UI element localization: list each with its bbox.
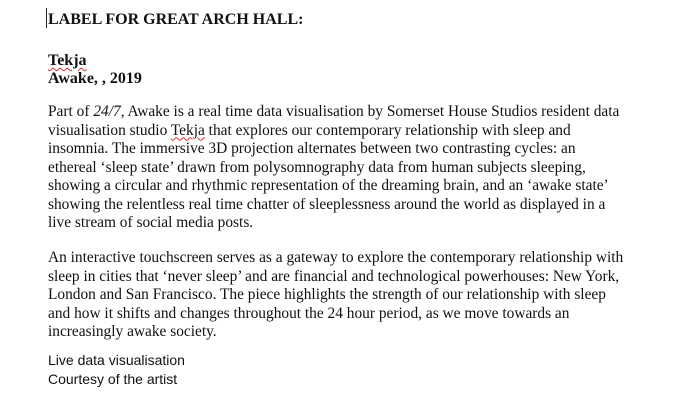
- label-heading: LABEL FOR GREAT ARCH HALL:: [48, 11, 304, 28]
- paragraph-line: [48, 249, 688, 268]
- text-segment: live stream of social media posts.: [48, 214, 254, 231]
- text-segment: ethereal ‘sleep state’ drawn from polysomnography data from human subjects sleeping,: [48, 158, 586, 176]
- paragraph-line: [48, 323, 688, 342]
- text-segment: , Awake is a real time data visualisation by Somerset House Studios resident data: [120, 103, 620, 120]
- text-segment: sleep in cities that ‘never sleep’ and are financial and technological powerhouses: New York,: [48, 267, 620, 285]
- paragraph-line: [48, 159, 688, 178]
- text-segment: showing the relentless real time chatter of sleeplessness around the world as displayed in a: [48, 195, 606, 213]
- paragraph-line: [48, 140, 688, 159]
- paragraph-line: [48, 196, 688, 215]
- paragraph-line: [48, 305, 688, 324]
- paragraph-line: [48, 103, 688, 122]
- credit-line: Courtesy of the artist: [48, 370, 178, 387]
- paragraph-line: [48, 177, 688, 196]
- work-title: Awake, , 2019: [48, 70, 142, 87]
- text-cursor: [46, 8, 47, 28]
- artist-name-text: Tekja: [48, 52, 87, 69]
- spellcheck-word: Tekja: [170, 121, 205, 139]
- text-segment: increasingly awake society.: [48, 323, 217, 340]
- paragraph-line: [48, 122, 688, 141]
- text-segment: showing a circular and rhythmic representation of the dreaming brain, and an ‘awake state’: [48, 177, 609, 194]
- paragraph-line: [48, 214, 688, 233]
- italic-text: 24/7: [93, 103, 121, 120]
- text-segment: An interactive touchscreen serves as a gateway to explore the contemporary relationship with: [48, 249, 624, 266]
- description-paragraph-2: [48, 249, 688, 342]
- medium-line: Live data visualisation: [48, 352, 185, 368]
- text-segment: insomnia. The immersive 3D projection alternates between two contrasting cycles: an: [48, 140, 576, 157]
- description-paragraph-1: [48, 103, 688, 233]
- text-segment: and how it shifts and changes throughout the 24 hour period, as we move towards an: [48, 304, 570, 322]
- label-meta: [48, 351, 185, 388]
- paragraph-line: [48, 286, 688, 305]
- paragraph-line: [48, 268, 688, 287]
- artist-name: [48, 51, 87, 70]
- text-segment: Part of: [48, 103, 94, 120]
- text-segment: visualisation studio: [48, 121, 171, 139]
- text-segment: that explores our contemporary relationship with sleep and: [204, 121, 571, 139]
- text-segment: London and San Francisco. The piece highlights the strength of our relationship with sleep: [48, 286, 606, 303]
